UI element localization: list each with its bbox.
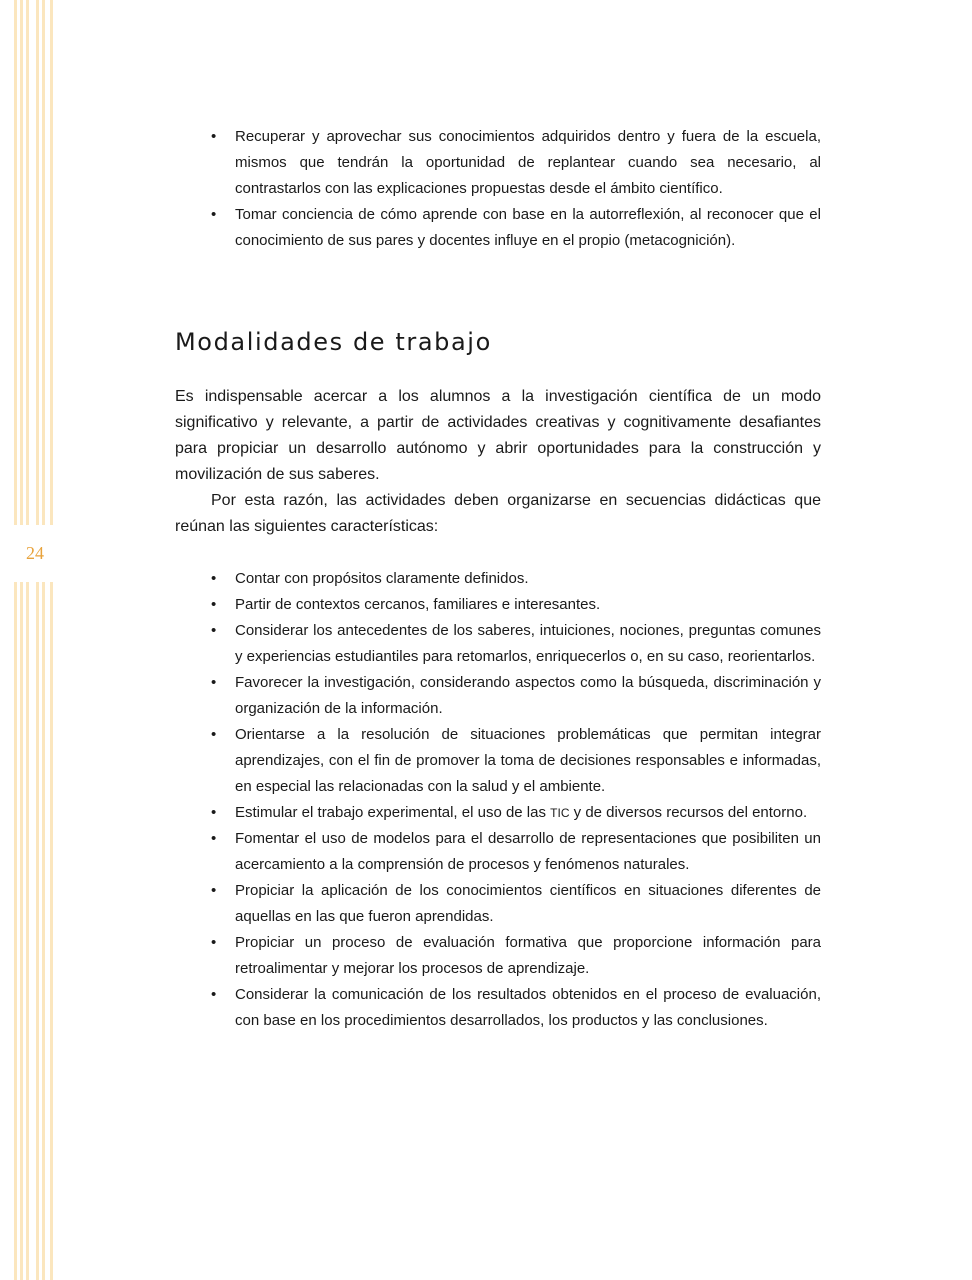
- list-item: • Partir de contextos cercanos, familiares e interesantes.: [175, 592, 821, 618]
- list-item: • Fomentar el uso de modelos para el desarrollo de representaciones que posibiliten un acercamiento a la comprensión de procesos y fenómenos naturales.: [175, 826, 821, 878]
- list-item-tic: [175, 800, 821, 826]
- page-number: 24: [26, 543, 44, 563]
- tic-text-before: Estimular el trabajo experimental, el uso de las: [235, 804, 551, 821]
- list-item: • Considerar la comunicación de los resultados obtenidos en el proceso de evaluación, con base en los procedimientos desarrollados, los productos y las conclusiones.: [175, 982, 821, 1034]
- list-item: • Propiciar la aplicación de los conocimientos científicos en situaciones diferentes de aquellas en las que fueron aprendidas.: [175, 878, 821, 930]
- section-heading: Modalidades de trabajo: [175, 328, 492, 356]
- characteristics-bullet-list: [175, 566, 821, 1034]
- list-item: • Recuperar y aprovechar sus conocimientos adquiridos dentro y fuera de la escuela, mismos que tendrán la oportunidad de replantear cuando sea necesario, al contrastarlos con las explicaciones propuestas desde el ámbito científico.: [175, 124, 821, 202]
- list-item: • Favorecer la investigación, considerando aspectos como la búsqueda, discriminación y organización de la información.: [175, 670, 821, 722]
- list-item: • Propiciar un proceso de evaluación formativa que proporcione información para retroalimentar y mejorar los procesos de aprendizaje.: [175, 930, 821, 982]
- paragraph: Por esta razón, las actividades deben organizarse en secuencias didácticas que reúnan las siguientes características:: [175, 492, 821, 535]
- tic-text-after: y de diversos recursos del entorno.: [569, 804, 808, 821]
- list-item: • Contar con propósitos claramente definidos.: [175, 566, 821, 592]
- intro-bullet-list: [175, 124, 821, 254]
- list-item: • Tomar conciencia de cómo aprende con base en la autorreflexión, al reconocer que el conocimiento de sus pares y docentes influye en el propio (metacognición).: [175, 202, 821, 254]
- page-content: [175, 124, 821, 1034]
- paragraph: Es indispensable acercar a los alumnos a la investigación científica de un modo significativo y relevante, a partir de actividades creativas y cognitivamente desafiantes para propiciar un desarrollo autónomo y abrir oportunidades para la construcción y movilización de sus saberes.: [175, 388, 821, 483]
- list-item: • Considerar los antecedentes de los saberes, intuiciones, nociones, preguntas comunes y experiencias estudiantiles para retomarlos, enriquecerlos o, en su caso, reorientarlos.: [175, 618, 821, 670]
- margin-stripes: [14, 0, 56, 1280]
- tic-abbreviation: TIC: [550, 806, 570, 820]
- list-item: • Orientarse a la resolución de situaciones problemáticas que permitan integrar aprendizajes, con el fin de promover la toma de decisiones responsables e informadas, en especial las relacionadas con la salud y el ambiente.: [175, 722, 821, 800]
